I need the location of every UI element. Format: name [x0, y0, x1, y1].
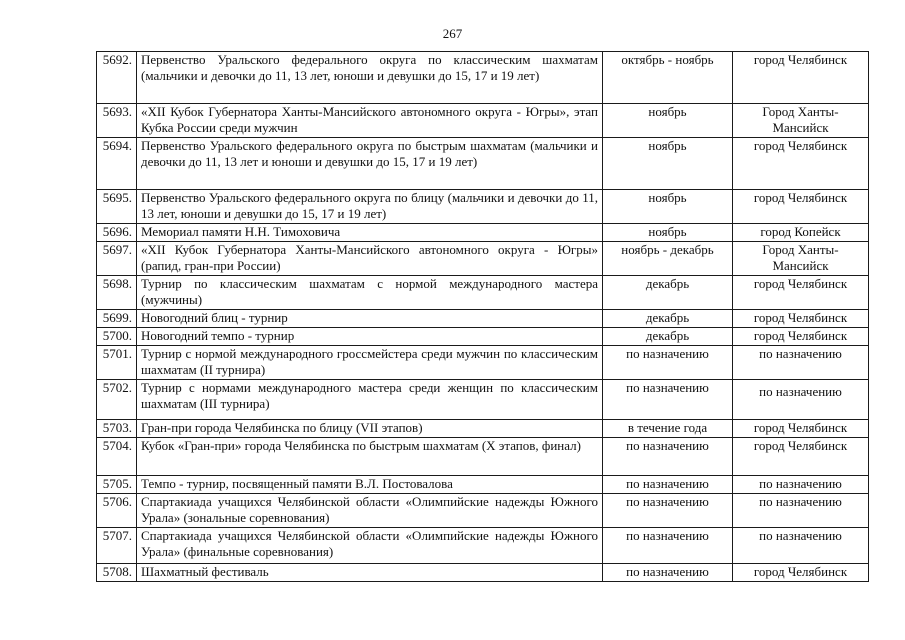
event-name: Новогодний темпо - турнир [137, 328, 603, 346]
event-number: 5707. [97, 528, 137, 564]
event-number: 5702. [97, 380, 137, 420]
event-number: 5696. [97, 224, 137, 242]
table-row [97, 242, 869, 276]
event-place: по назначению [733, 476, 869, 494]
event-number: 5700. [97, 328, 137, 346]
event-number: 5697. [97, 242, 137, 276]
event-date: ноябрь [603, 104, 733, 138]
event-date: по назначению [603, 346, 733, 380]
event-date: октябрь - ноябрь [603, 52, 733, 104]
event-date: ноябрь [603, 138, 733, 190]
event-place: Город Ханты-Мансийск [733, 242, 869, 276]
event-place: по назначению [733, 494, 869, 528]
table-row [97, 310, 869, 328]
event-number: 5693. [97, 104, 137, 138]
event-number: 5703. [97, 420, 137, 438]
event-place: город Копейск [733, 224, 869, 242]
event-date: в течение года [603, 420, 733, 438]
event-date: ноябрь [603, 190, 733, 224]
event-name: Первенство Уральского федерального округа по блицу (мальчики и девочки до 11, 13 лет, юноши и девушки до 15, 17 и 19 лет) [137, 190, 603, 224]
event-name: Первенство Уральского федерального округа по быстрым шахматам (мальчики и девочки до 11, 13 лет и юноши и девушки до 15, 17 и 19 лет) [137, 138, 603, 190]
event-place: город Челябинск [733, 276, 869, 310]
table-row [97, 494, 869, 528]
event-number: 5699. [97, 310, 137, 328]
table-row [97, 328, 869, 346]
table-row [97, 564, 869, 582]
event-place: город Челябинск [733, 420, 869, 438]
event-date: по назначению [603, 564, 733, 582]
event-number: 5694. [97, 138, 137, 190]
table-row [97, 528, 869, 564]
event-date: декабрь [603, 328, 733, 346]
page-number: 267 [442, 26, 463, 41]
event-name: Мемориал памяти Н.Н. Тимоховича [137, 224, 603, 242]
table-row [97, 438, 869, 476]
table-row [97, 138, 869, 190]
events-table-body [97, 52, 869, 582]
event-number: 5704. [97, 438, 137, 476]
table-row [97, 346, 869, 380]
event-name: Спартакиада учащихся Челябинской области «Олимпийские надежды Южного Урала» (зональные соревнования) [137, 494, 603, 528]
event-place: по назначению [733, 528, 869, 564]
event-place: город Челябинск [733, 138, 869, 190]
event-date: по назначению [603, 528, 733, 564]
table-row [97, 380, 869, 420]
event-place: город Челябинск [733, 438, 869, 476]
event-place: город Челябинск [733, 328, 869, 346]
event-date: декабрь [603, 276, 733, 310]
event-name: Турнир по классическим шахматам с нормой международного мастера (мужчины) [137, 276, 603, 310]
event-place: город Челябинск [733, 190, 869, 224]
table-row [97, 224, 869, 242]
event-number: 5692. [97, 52, 137, 104]
event-name: «XII Кубок Губернатора Ханты-Мансийского автономного округа - Югры», этап Кубка России среди мужчин [137, 104, 603, 138]
event-name: Гран-при города Челябинска по блицу (VII этапов) [137, 420, 603, 438]
event-name: Турнир с нормой международного гроссмейстера среди мужчин по классическим шахматам (II турнира) [137, 346, 603, 380]
event-name: Шахматный фестиваль [137, 564, 603, 582]
event-name: «XII Кубок Губернатора Ханты-Мансийского автономного округа - Югры» (рапид, гран-при России) [137, 242, 603, 276]
event-place: город Челябинск [733, 52, 869, 104]
event-date: декабрь [603, 310, 733, 328]
event-place: по назначению [733, 380, 869, 420]
event-number: 5701. [97, 346, 137, 380]
table-row [97, 190, 869, 224]
table-row [97, 276, 869, 310]
event-date: ноябрь [603, 224, 733, 242]
event-number: 5705. [97, 476, 137, 494]
event-name: Темпо - турнир, посвященный памяти В.Л. Постовалова [137, 476, 603, 494]
event-name: Турнир с нормами международного мастера среди женщин по классическим шахматам (III турнира) [137, 380, 603, 420]
event-place: по назначению [733, 346, 869, 380]
event-date: по назначению [603, 476, 733, 494]
event-name: Первенство Уральского федерального округа по классическим шахматам (мальчики и девочки до 11, 13 лет, юноши и девушки до 15, 17 и 19 лет) [137, 52, 603, 104]
event-date: по назначению [603, 494, 733, 528]
event-date: по назначению [603, 438, 733, 476]
event-number: 5708. [97, 564, 137, 582]
event-number: 5695. [97, 190, 137, 224]
event-place: Город Ханты-Мансийск [733, 104, 869, 138]
events-table [96, 51, 869, 582]
event-place: город Челябинск [733, 564, 869, 582]
table-row [97, 52, 869, 104]
event-date: ноябрь - декабрь [603, 242, 733, 276]
event-number: 5706. [97, 494, 137, 528]
table-row [97, 104, 869, 138]
event-date: по назначению [603, 380, 733, 420]
event-name: Кубок «Гран-при» города Челябинска по быстрым шахматам (Х этапов, финал) [137, 438, 603, 476]
event-name: Спартакиада учащихся Челябинской области «Олимпийские надежды Южного Урала» (финальные соревнования) [137, 528, 603, 564]
table-row [97, 476, 869, 494]
table-row [97, 420, 869, 438]
event-place: город Челябинск [733, 310, 869, 328]
event-name: Новогодний блиц - турнир [137, 310, 603, 328]
event-number: 5698. [97, 276, 137, 310]
